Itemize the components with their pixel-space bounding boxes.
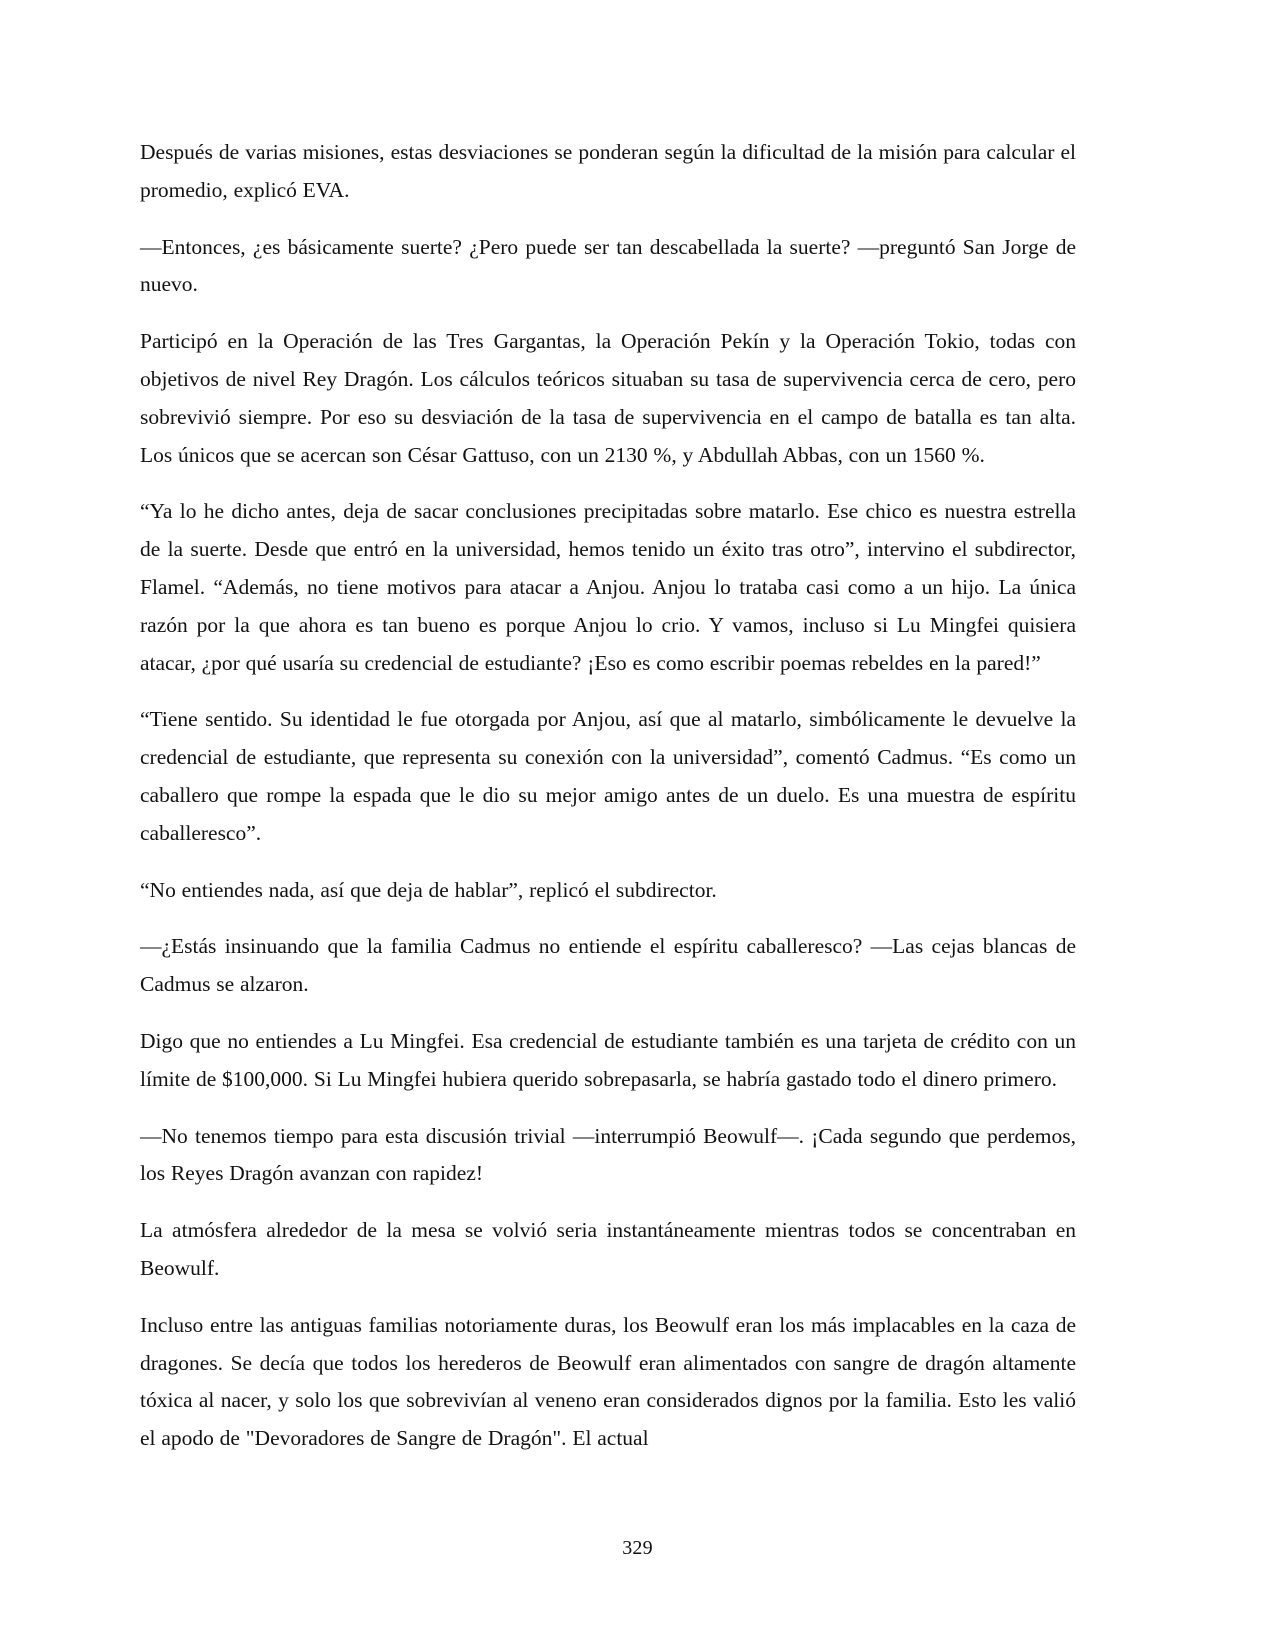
paragraph: —No tenemos tiempo para esta discusión trivial —interrumpió Beowulf—. ¡Cada segundo que perdemos, los Reyes Dragón avanzan con rapidez! — [140, 1123, 1076, 1186]
paragraph: Incluso entre las antiguas familias notoriamente duras, los Beowulf eran los más implacables en la caza de dragones. Se decía que todos los herederos de Beowulf eran alimentados con sangre de dragón altamente tóxica al nacer, y solo los que sobrevivían al veneno eran considerados dignos por la familia. Esto les valió el apodo de "Devoradores de Sangre de Dragón". El actual — [140, 1312, 1076, 1451]
paragraph: Participó en la Operación de las Tres Gargantas, la Operación Pekín y la Operación Tokio, todas con objetivos de nivel Rey Dragón. Los cálculos teóricos situaban su tasa de supervivencia cerca de cero, pero sobrevivió siempre. Por eso su desviación de la tasa de supervivencia en el campo de batalla es tan alta. Los únicos que se acercan son César Gattuso, con un 2130 %, y Abdullah Abbas, con un 1560 %. — [140, 329, 1076, 467]
paragraph: “No entiendes nada, así que deja de hablar”, replicó el subdirector. — [140, 877, 717, 902]
paragraph: —Entonces, ¿es básicamente suerte? ¿Pero puede ser tan descabellada la suerte? —preguntó San Jorge de nuevo. — [140, 234, 1076, 297]
paragraph: Después de varias misiones, estas desviaciones se ponderan según la dificultad de la misión para calcular el promedio, explicó EVA. — [140, 140, 1076, 202]
paragraph: “Tiene sentido. Su identidad le fue otorgada por Anjou, así que al matarlo, simbólicamente le devuelve la credencial de estudiante, que representa su conexión con la universidad”, comentó Cadmus. “Es como un caballero que rompe la espada que le dio su mejor amigo antes de un duelo. Es una muestra de espíritu caballeresco”. — [140, 707, 1076, 845]
paragraph: “Ya lo he dicho antes, deja de sacar conclusiones precipitadas sobre matarlo. Ese chico es nuestra estrella de la suerte. Desde que entró en la universidad, hemos tenido un éxito tras otro”, intervino el subdirector, Flamel. “Además, no tiene motivos para atacar a Anjou. Anjou lo trataba casi como a un hijo. La única razón por la que ahora es tan bueno es porque Anjou lo crio. Y vamos, incluso si Lu Mingfei quisiera atacar, ¿por qué usaría su credencial de estudiante? ¡Eso es como escribir poemas rebeldes en la pared!” — [140, 499, 1076, 675]
page-number: 329 — [622, 1537, 653, 1559]
body-text-column — [140, 134, 1076, 1458]
paragraph: —¿Estás insinuando que la familia Cadmus no entiende el espíritu caballeresco? —Las cejas blancas de Cadmus se alzaron. — [140, 934, 1076, 997]
paragraph: Digo que no entiendes a Lu Mingfei. Esa credencial de estudiante también es una tarjeta de crédito con un límite de $100,000. Si Lu Mingfei hubiera querido sobrepasarla, se habría gastado todo el dinero primero. — [140, 1028, 1076, 1091]
paragraph: La atmósfera alrededor de la mesa se volvió seria instantáneamente mientras todos se concentraban en Beowulf. — [140, 1218, 1076, 1280]
